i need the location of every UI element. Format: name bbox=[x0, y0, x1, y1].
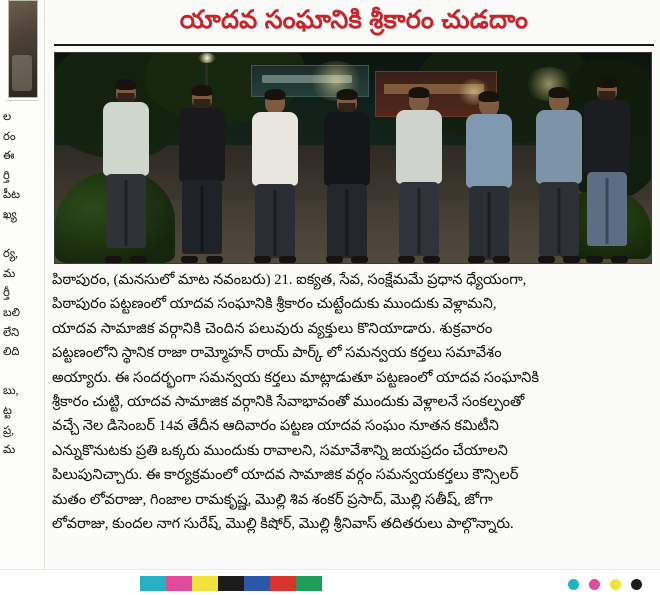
person-hair bbox=[549, 87, 570, 98]
adjacent-line: ర్య, bbox=[3, 248, 18, 261]
adjacent-line: మ bbox=[3, 444, 16, 457]
registration-swatches bbox=[140, 576, 322, 591]
person-hair bbox=[116, 79, 137, 90]
body-line: లోవరాజు, కుందల నాగ సురేష్, మొల్లి కిషోర్, మొల్లి శ్రీనివాస్ తదితరులు పాల్గొన్నారు. bbox=[52, 515, 514, 532]
person-hair bbox=[337, 89, 358, 100]
registration-marks bbox=[568, 579, 642, 590]
person-trousers bbox=[182, 180, 222, 254]
adjacent-line: ర్తీ bbox=[3, 287, 10, 300]
adjacent-line: లేని bbox=[3, 326, 20, 339]
adjacent-line: లిది bbox=[3, 346, 20, 359]
person-hair bbox=[597, 77, 618, 88]
body-line: పిఠాపురం పట్టణంలో యాదవ సంఘానికి శ్రీకారం చుట్టేందుకు ముందుకు వెళ్లామని, bbox=[52, 296, 497, 313]
column-divider-rule bbox=[6, 100, 38, 101]
photo-person bbox=[393, 89, 445, 259]
person-shoes bbox=[538, 255, 580, 263]
article-body bbox=[52, 268, 652, 536]
person-hair bbox=[479, 91, 500, 102]
body-line: మతం లోవరాజు, గింజాల రామకృష్ణ, మొల్లి శివ శంకర్ ప్రసాద్, మొల్లి సతీష్, జోగా bbox=[52, 491, 493, 508]
adjacent-line: ప్ర, bbox=[3, 424, 15, 437]
body-line: పట్టణంలోని స్థానిక రాజా రామ్మోహన్ రాయ్ పార్క్ లో సమన్వయ కర్తలు సమావేశం bbox=[52, 345, 502, 362]
adjacent-column-strip bbox=[0, 0, 45, 570]
person-hair bbox=[265, 89, 286, 100]
adjacent-column-text bbox=[3, 108, 41, 461]
adjacent-line: ఖ్య bbox=[3, 208, 17, 221]
registration-swatch bbox=[244, 576, 270, 591]
person-trousers bbox=[327, 184, 367, 258]
person-shirt bbox=[466, 114, 512, 188]
photo-person bbox=[579, 79, 635, 259]
person-shoes bbox=[105, 255, 147, 263]
person-trousers bbox=[469, 186, 509, 260]
registration-swatch bbox=[270, 576, 296, 591]
registration-swatch bbox=[296, 576, 322, 591]
photo-person bbox=[463, 93, 515, 259]
person-shoes bbox=[181, 255, 223, 263]
registration-dot bbox=[589, 579, 600, 590]
body-line: యాదవ సామాజిక వర్గానికి చెందిన పలువురు వ్యక్తులు కొనియాడారు. శుక్రవారం bbox=[52, 320, 493, 337]
photo-person bbox=[99, 81, 153, 259]
registration-swatch bbox=[140, 576, 166, 591]
registration-swatch bbox=[166, 576, 192, 591]
person-shoes bbox=[468, 255, 510, 263]
person-hair bbox=[409, 87, 430, 98]
person-hair bbox=[192, 85, 213, 96]
person-trousers bbox=[399, 182, 439, 256]
person-shirt bbox=[324, 112, 370, 186]
adjacent-line: మ bbox=[3, 267, 16, 280]
body-line: వచ్చే నెల డిసెంబర్ 14వ తేదీన ఆదివారం పట్టణ యాదవ సంఘం నూతన కమిటీని bbox=[52, 418, 499, 435]
body-line: శ్రీకారం చుట్టి, యాదవ సామాజిక వర్గానికి సేవాభావంతో ముందుకు వెళ్లాలనే సంకల్పంతో bbox=[52, 393, 525, 410]
person-shirt bbox=[252, 112, 298, 186]
person-shoes bbox=[398, 255, 440, 263]
adjacent-line bbox=[3, 226, 41, 246]
person-shirt bbox=[396, 110, 442, 184]
person-shoes bbox=[326, 255, 368, 263]
person-trousers bbox=[587, 172, 627, 246]
headline-underline-rule bbox=[54, 44, 654, 46]
photo-person bbox=[321, 91, 373, 259]
body-line: ఎన్నుకొనుటకు ప్రతి ఒక్కరు ముందుకు రావాలని, సమావేశాన్ని జయప్రదం చేయాలని bbox=[52, 442, 508, 459]
registration-dot bbox=[568, 579, 579, 590]
person-shirt bbox=[536, 110, 582, 184]
adjacent-line: బలి bbox=[3, 306, 21, 319]
photo-person bbox=[533, 89, 585, 259]
registration-dot bbox=[610, 579, 621, 590]
adjacent-line: ర్తి bbox=[3, 169, 10, 182]
article-headline: యాదవ సంఘానికి శ్రీకారం చుడదాం bbox=[179, 6, 529, 34]
adjacent-line: రం bbox=[3, 130, 16, 143]
photo-person bbox=[175, 87, 229, 259]
person-trousers bbox=[539, 182, 579, 256]
body-line: పిఠాపురం, (మనసులో మాట నవంబరు) 21. ఐక్యత, సేవ, సంక్షేమమే ప్రధాన ధ్యేయంగా, bbox=[52, 272, 527, 288]
registration-dot bbox=[631, 579, 642, 590]
adjacent-column-photo bbox=[8, 0, 38, 98]
print-registration-bar bbox=[0, 569, 660, 595]
person-trousers bbox=[255, 184, 295, 258]
body-line: పిలుపునిచ్చారు. ఈ కార్యక్రమంలో యాదవ సామాజిక వర్గం సమన్వయకర్తలు కౌన్సిలర్ bbox=[52, 467, 519, 484]
person-shoes bbox=[586, 255, 628, 263]
adjacent-line: ల bbox=[3, 111, 12, 123]
adjacent-line bbox=[3, 363, 41, 383]
photo-person bbox=[249, 91, 301, 259]
person-shirt bbox=[179, 108, 225, 182]
body-line: అయ్యారు. ఈ సందర్భంగా సమన్వయ కర్తలు మాట్లాడుతూ పట్టణంలో యాదవ సంఘానికి bbox=[52, 369, 539, 386]
registration-swatch bbox=[218, 576, 244, 591]
registration-swatch bbox=[192, 576, 218, 591]
adjacent-line: ట్ట bbox=[3, 404, 12, 417]
person-shoes bbox=[254, 255, 296, 263]
article-photo bbox=[54, 52, 652, 264]
adjacent-line: ఈ bbox=[3, 150, 15, 163]
adjacent-line: పీట bbox=[3, 189, 21, 202]
person-shirt bbox=[584, 100, 630, 174]
person-trousers bbox=[106, 174, 146, 248]
adjacent-line: బు, bbox=[3, 385, 19, 398]
person-shirt bbox=[103, 102, 149, 176]
